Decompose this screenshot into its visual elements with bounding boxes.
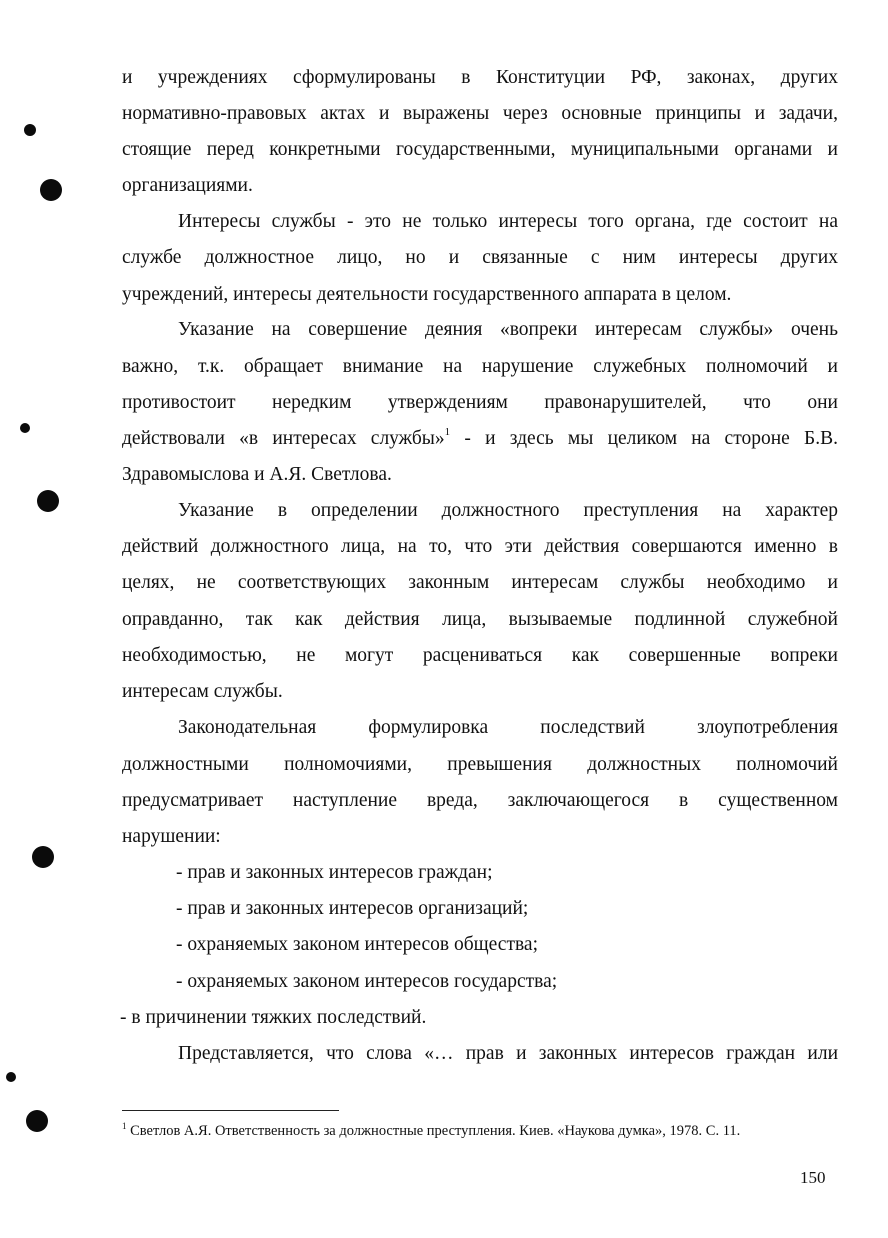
paragraph-3-line-4-text-b: - и здесь мы целиком на стороне Б.В. — [450, 428, 838, 449]
paragraph-5-line-1: Законодательная формулировка последствий злоупотребления — [178, 717, 838, 738]
paragraph-1-line-1: и учреждениях сформулированы в Конституции РФ, законах, других — [122, 67, 838, 88]
paragraph-3-line-3: противостоит нередким утверждениям правонарушителей, что они — [122, 392, 838, 413]
paragraph-2-line-2: службе должностное лицо, но и связанные с ним интересы других — [122, 247, 838, 268]
footnote-separator — [122, 1110, 339, 1111]
paragraph-5-line-2: должностными полномочиями, превышения должностных полномочий — [122, 754, 838, 775]
paragraph-1-line-2: нормативно-правовых актах и выражены через основные принципы и задачи, — [122, 103, 838, 124]
punch-hole-7 — [26, 1110, 48, 1132]
paragraph-2-line-1: Интересы службы - это не только интересы того органа, где состоит на — [178, 211, 838, 232]
paragraph-5-line-4: нарушении: — [122, 826, 221, 847]
punch-hole-5 — [32, 846, 54, 868]
paragraph-4-line-1: Указание в определении должностного преступления на характер — [178, 500, 838, 521]
paragraph-4-line-2: действий должностного лица, на то, что эти действия совершаются именно в — [122, 536, 838, 557]
paragraph-4-line-6: интересам службы. — [122, 681, 283, 702]
punch-hole-2 — [40, 179, 62, 201]
footnote-reference[interactable]: 1 — [444, 426, 451, 438]
paragraph-3-line-1: Указание на совершение деяния «вопреки интересам службы» очень — [178, 319, 838, 340]
paragraph-4-line-5: необходимостью, не могут расцениваться как совершенные вопреки — [122, 645, 838, 666]
list-item: - прав и законных интересов организаций; — [176, 898, 529, 919]
paragraph-6-line-1: Представляется, что слова «… прав и законных интересов граждан или — [178, 1043, 838, 1064]
list-item: - прав и законных интересов граждан; — [176, 862, 493, 883]
paragraph-3-line-2: важно, т.к. обращает внимание на нарушение служебных полномочий и — [122, 356, 838, 377]
punch-hole-4 — [37, 490, 59, 512]
paragraph-4-line-4: оправданно, так как действия лица, вызываемые подлинной служебной — [122, 609, 838, 630]
punch-hole-1 — [24, 124, 36, 136]
paragraph-3-line-5: Здравомыслова и А.Я. Светлова. — [122, 464, 392, 485]
punch-hole-3 — [20, 423, 30, 433]
paragraph-2-line-3: учреждений, интересы деятельности государственного аппарата в целом. — [122, 284, 732, 305]
list-tail-item: - в причинении тяжких последствий. — [120, 1007, 427, 1028]
footnote — [122, 1122, 740, 1140]
paragraph-4-line-3: целях, не соответствующих законным интересам службы необходимо и — [122, 572, 838, 593]
paragraph-5-line-3: предусматривает наступление вреда, заключающегося в существенном — [122, 790, 838, 811]
punch-hole-6 — [6, 1072, 16, 1082]
footnote-text: Светлов А.Я. Ответственность за должностные преступления. Киев. «Наукова думка», 1978. С. 11. — [126, 1123, 741, 1139]
paragraph-1-line-3: стоящие перед конкретными государственными, муниципальными органами и — [122, 139, 838, 160]
footnote-number: 1 — [122, 1121, 127, 1131]
list-item: - охраняемых законом интересов общества; — [176, 934, 538, 955]
list-item: - охраняемых законом интересов государства; — [176, 971, 558, 992]
page-number: 150 — [800, 1168, 826, 1187]
paragraph-3-line-4-text-a: действовали «в интересах службы» — [122, 428, 445, 449]
paragraph-3-line-4 — [122, 427, 838, 451]
paragraph-1-line-4: организациями. — [122, 175, 253, 196]
